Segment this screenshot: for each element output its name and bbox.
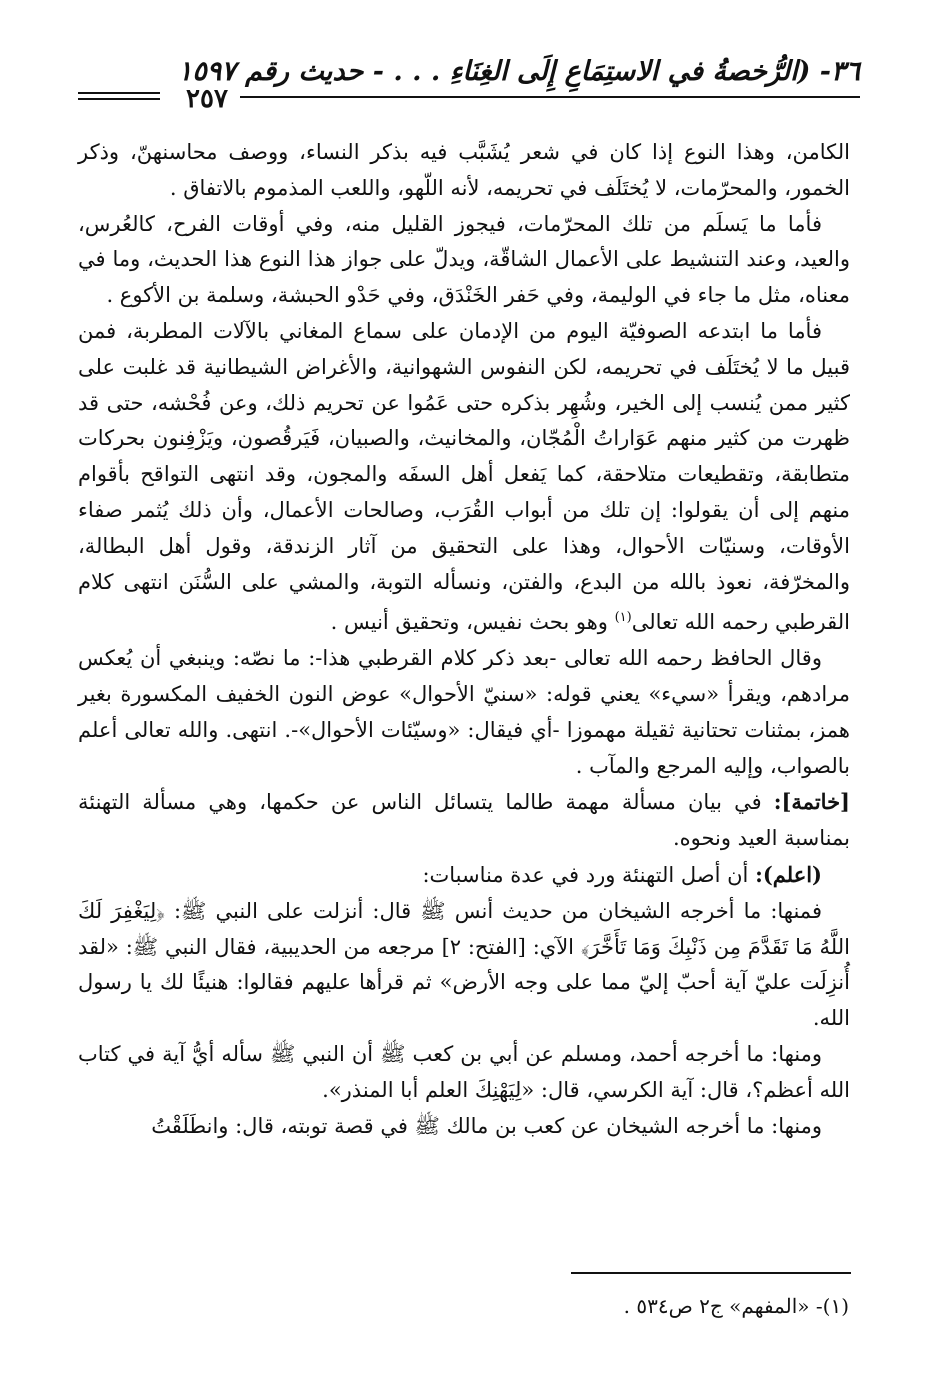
paragraph-3: [78, 314, 850, 641]
paragraph-3-text: فأما ما ابتدعه الصوفيّة اليوم من الإدمان على سماع المغاني بالآلات المطربة، فمن قبيل ما لا يُختَلَف في تحريمه، لكن النفوس الشهوانية، والأغراض الشيطانية قد غلبت على كثير ممن يُنسب إلى الخير، وشُهِر بذكره حتى عَمُوا عن تحريم ذلك، وعن فُحْشه، حتى قد ظهرت من كثير منهم عَوَاراتُ الْمُجّان، والمخانيث، والصبيان، فَيَرقُصون، ويَزْفِنون بحركات متطابقة، وتقطيعات متلاحقة، كما يَفعل أهل السفَه والمجون، وقد انتهى التواقح بأقوام منهم إلى أن يقولوا: إن تلك من أبواب القُرَب، وصالحات الأعمال، وأن ذلك يُثمر صفاء الأوقات، وسنيّات الأحوال، وهذا على التحقيق من آثار الزندقة، وقول أهل البطالة، والمخرّفة، نعوذ بالله من البدع، والفتن، ونسأله التوبة، والمشي على السُّنَن انتهى كلام القرطبي رحمه الله تعالى: [78, 318, 850, 635]
paragraph-1: الكامن، وهذا النوع إذا كان في شعر يُشَبَّب فيه بذكر النساء، ووصف محاسنهنّ، وذكر الخمور، والمحرّمات، لا يُختَلَف في تحريمه، لأنه اللّهو، واللعب المذموم بالاتفاق .: [78, 140, 850, 200]
paragraph-9: ومنها: ما أخرجه الشيخان عن كعب بن مالك ﷺ في قصة توبته، قال: وانطَلَقْتُ: [151, 1113, 822, 1138]
paragraph-ilam: [78, 857, 850, 894]
running-header: [70, 56, 860, 114]
header-rule: [240, 96, 860, 98]
paragraph-khatima: [78, 784, 850, 857]
paragraph-4: وقال الحافظ رحمه الله تعالى -بعد ذكر كلام القرطبي هذا-: ما نصّه: وينبغي أن يُعكس مرادهم، ويقرأ «سيء» يعني قوله: «سنيّ الأحوال» عوض النون الخفيف المكسورة بغير همز، بمثنات تحتانية ثقيلة مهموزا -أي فيقال: «وسيّئات الأحوال»-. انتهى. والله تعالى أعلم بالصواب، وإليه المرجع والمآب .: [78, 646, 850, 778]
paragraph-8: ومنها: ما أخرجه أحمد، ومسلم عن أبي بن كعب ﷺ أن النبي ﷺ سأله أيُّ آية في كتاب الله أعظم؟، قال: آية الكرسي، قال: «لِيَهْنِكَ العلم أبا المنذر».: [78, 1041, 850, 1102]
footnote: (١)- «المفهم» ج٢ ص٥٣٤ .: [623, 1294, 849, 1318]
paragraph-2: فأما ما يَسلَم من تلك المحرّمات، فيجوز القليل منه، وفي أوقات الفرح، كالعُرس، والعيد، وعند التنشيط على الأعمال الشاقّة، ويدلّ على جواز هذا النوع هذا الحديث، وما في معناه، مثل ما جاء في الوليمة، وفي حَفر الخَنْدَق، وفي حَدْو الحبشة، وسلمة بن الأكوع .: [78, 211, 850, 308]
khatima-label: [خاتمة]:: [773, 789, 850, 815]
paragraph-7: فمنها: ما أخرجه الشيخان من حديث أنس ﷺ قال: أنزلت على النبي ﷺ: ﴿لِيَغْفِرَ لَكَ اللَّهُ مَا تَقَدَّمَ مِن ذَنْبِكَ وَمَا تَأَخَّرَ﴾ الآي: [الفتح: ٢] مرجعه من الحديبية، فقال النبي ﷺ: «لقد أُنزِلَت عليّ آية أحبّ إليّ مما على وجه الأرض» ثم قرأها عليهم فقالوا: هنيئًا لك يا رسول الله.: [78, 898, 850, 1031]
footnote-marker: (١): [614, 610, 632, 626]
main-text: [78, 135, 850, 1144]
ilam-text: أن أصل التهنئة ورد في عدة مناسبات:: [422, 862, 749, 887]
page-number-rule-top: [78, 92, 160, 94]
khatima-text: في بيان مسألة مهمة طالما يتسائل الناس عن حكمها، وهي مسألة التهنئة بمناسبة العيد ونحوه.: [78, 790, 850, 851]
paragraph-3-tail: وهو بحث نفيس، وتحقيق أنيس .: [330, 610, 608, 635]
ilam-label: (اعلم):: [755, 861, 822, 887]
header-title: ٣٦- (الرُّخصةُ في الاستِمَاعِ إِلَى الغِنَاءِ . . . - حديث رقم ١٥٩٧: [177, 56, 860, 87]
page-number-rule-bottom: [78, 98, 160, 100]
footnote-separator: [571, 1272, 851, 1274]
page-number: ٢٥٧: [186, 84, 228, 114]
